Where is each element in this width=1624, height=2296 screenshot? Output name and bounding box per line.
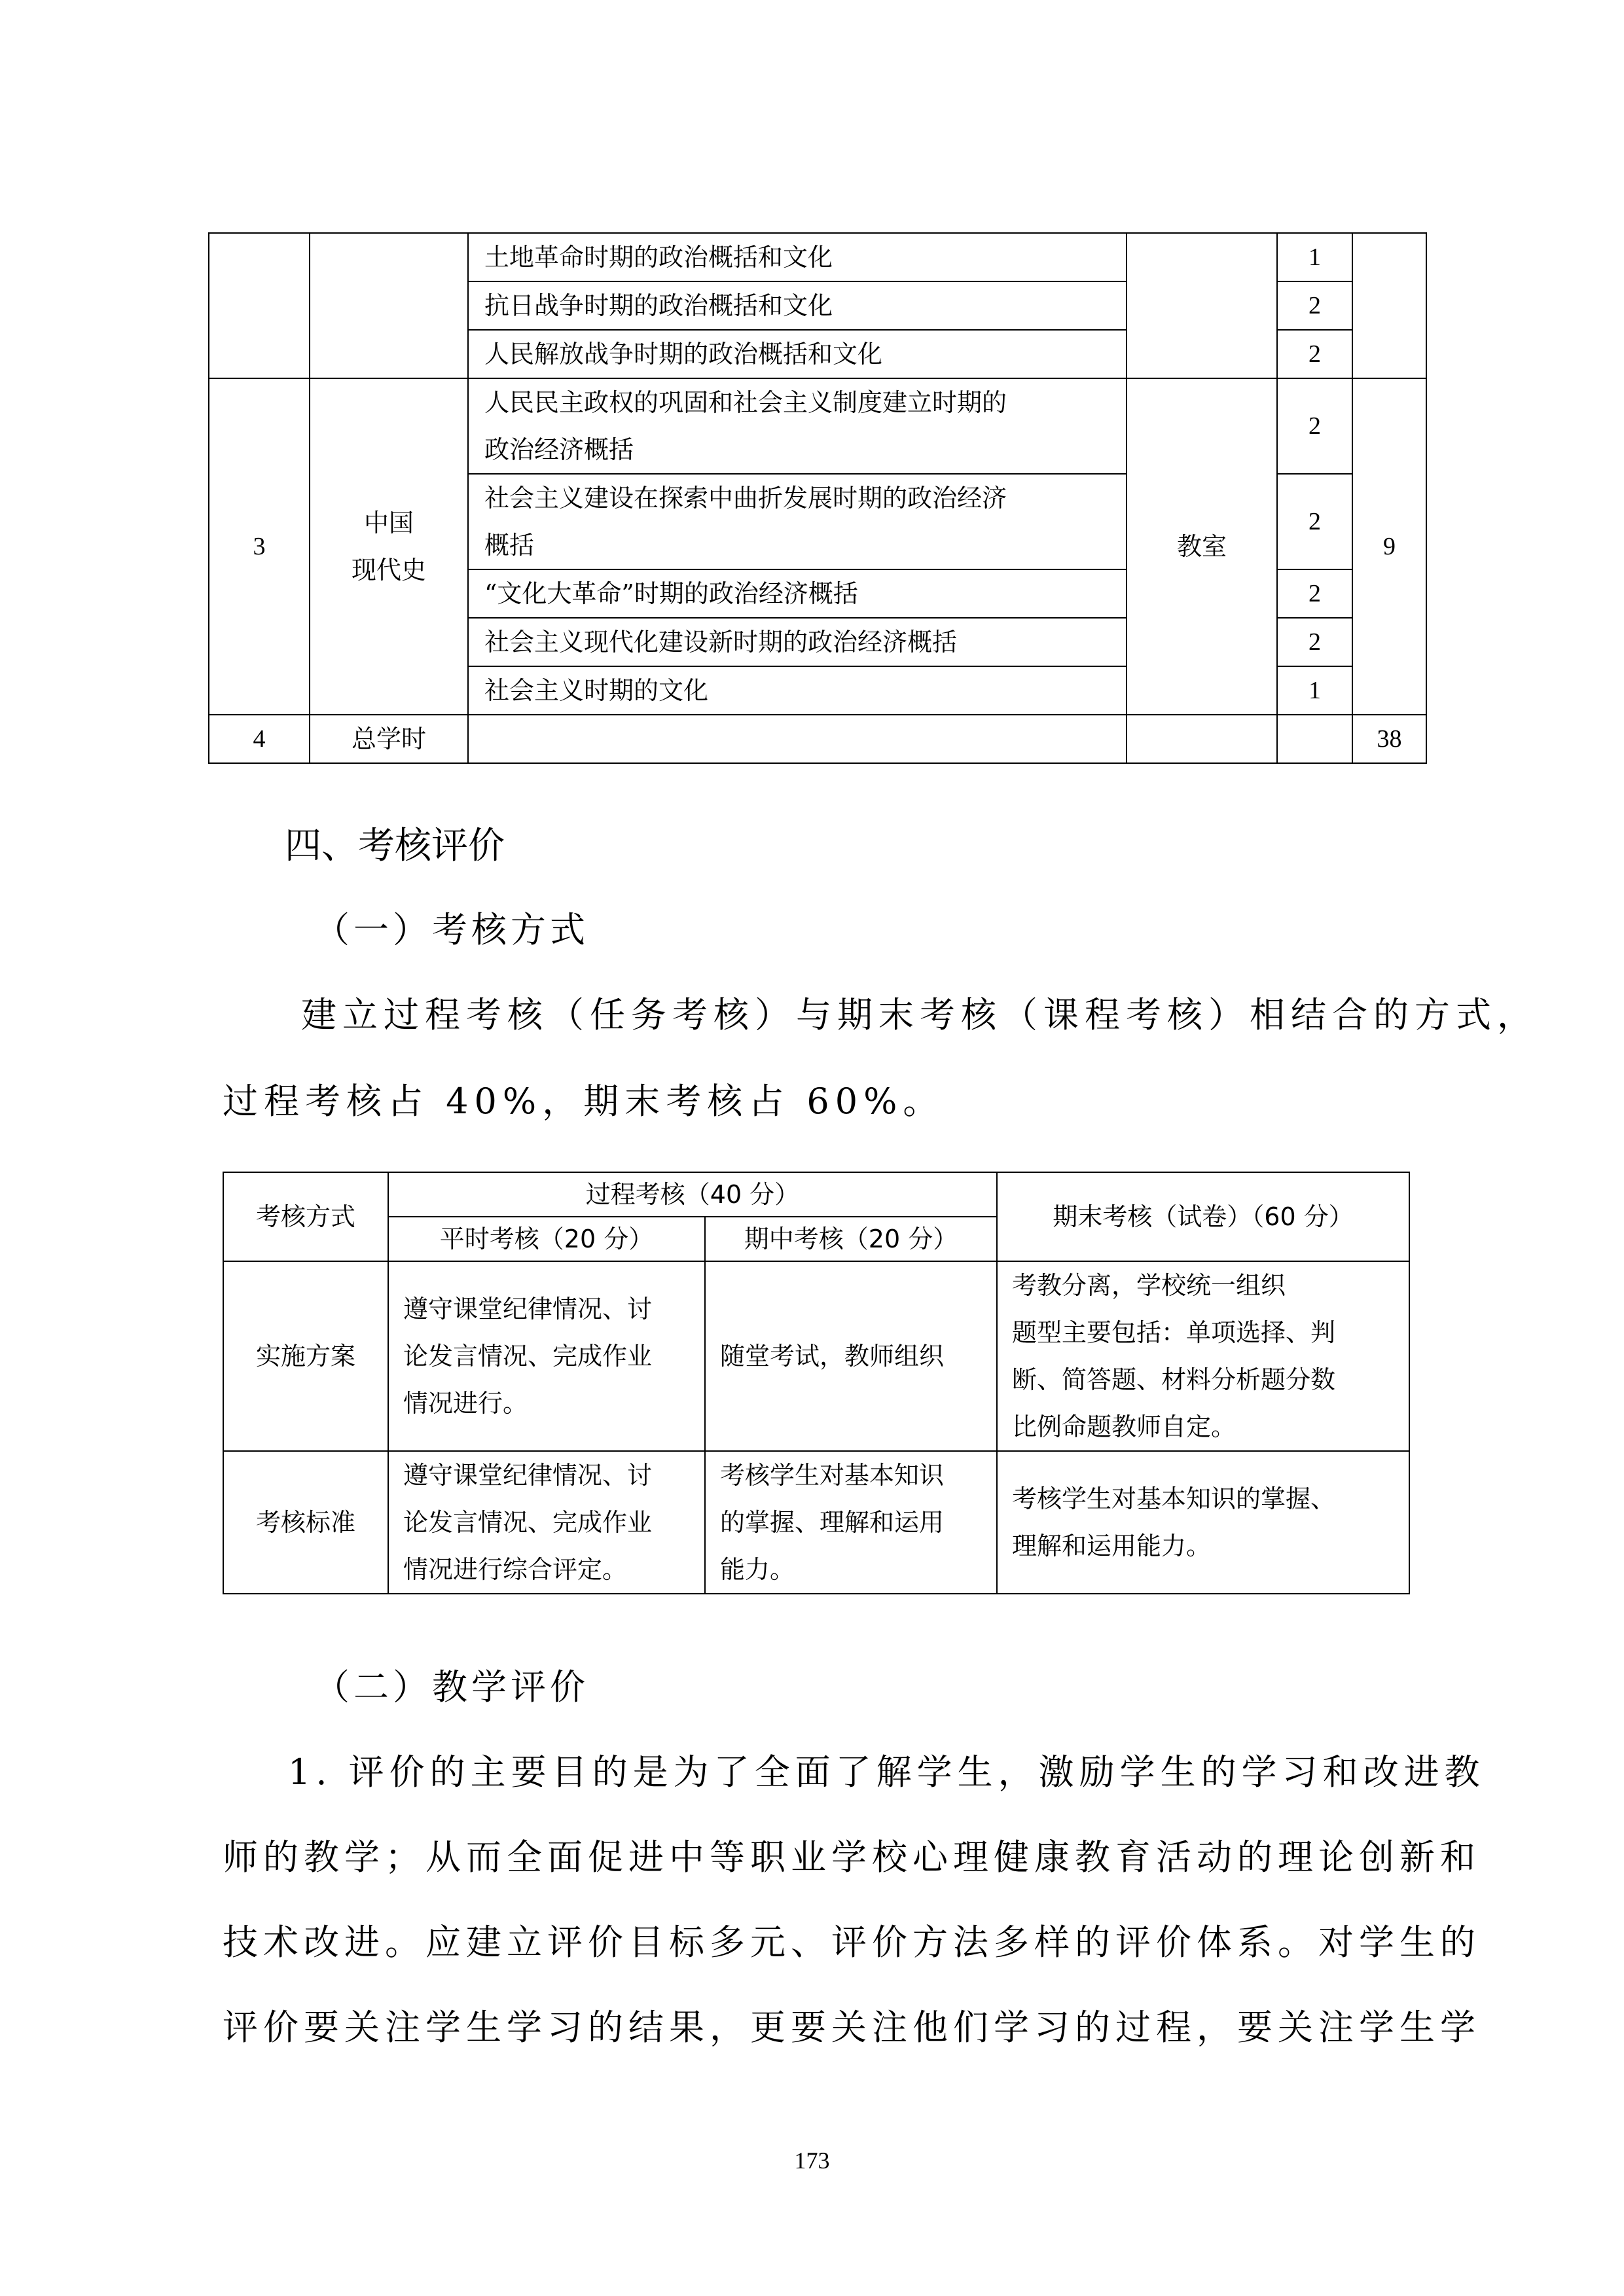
content-cell: “文化大革命”时期的政治经济概括 [468,569,1127,618]
header-final: 期末考核（试卷）（60 分） [997,1172,1409,1261]
final-cell [997,1451,1409,1594]
header-midterm: 期中考核（20 分） [705,1217,997,1261]
content-line: 政治经济概括 [484,435,634,464]
content-cell [468,378,1127,474]
cell-empty [1127,715,1277,763]
cell-empty [468,715,1127,763]
content-cell: 人民解放战争时期的政治概括和文化 [468,330,1127,378]
cell-no-empty [209,233,310,378]
header-process: 过程考核（40 分） [388,1172,997,1217]
cell-line: 情况进行。 [403,1389,528,1418]
table-row [209,233,1426,281]
header-method: 考核方式 [223,1172,388,1261]
hours-cell: 2 [1277,569,1352,618]
cell-line: 比例命题教师自定。 [1012,1412,1236,1441]
daily-cell [388,1451,705,1594]
cell-line: 理解和运用能力。 [1012,1532,1212,1560]
paragraph-line: 1. 评价的主要目的是为了全面了解学生，激励学生的学习和改进教 [288,1751,1485,1793]
row-label: 实施方案 [223,1261,388,1451]
cell-line: 随堂考试，教师组织 [720,1342,945,1371]
content-line: 社会主义建设在探索中曲折发展时期的政治经济 [484,484,1007,512]
midterm-cell [705,1451,997,1594]
paragraph-line: 建立过程考核（任务考核）与期末考核（课程考核）相结合的方式， [301,994,1538,1035]
unit-total-hours: 9 [1352,378,1426,715]
unit-name [310,378,468,715]
unit-name-line1: 中国 [363,509,414,537]
cell-line: 论发言情况、完成作业 [403,1508,653,1537]
table-row [223,1451,1409,1594]
midterm-cell [705,1261,997,1451]
page-number: 173 [794,2147,830,2174]
assessment-table [223,1172,1410,1594]
cell-line: 的掌握、理解和运用 [720,1508,945,1537]
cell-line: 断、简答题、材料分析题分数 [1012,1365,1336,1394]
place-cell: 教室 [1127,378,1277,715]
cell-line: 考核学生对基本知识的掌握、 [1012,1484,1336,1513]
paragraph-line: 过程考核占 40%，期末考核占 60%。 [223,1081,945,1122]
hours-cell: 2 [1277,618,1352,666]
hours-cell: 2 [1277,281,1352,330]
cell-line: 论发言情况、完成作业 [403,1342,653,1371]
header-daily: 平时考核（20 分） [388,1217,705,1261]
content-cell: 抗日战争时期的政治概括和文化 [468,281,1127,330]
content-cell [468,474,1127,569]
total-row-number: 4 [209,715,310,763]
unit-number: 3 [209,378,310,715]
content-line: 概括 [484,531,535,560]
hours-cell: 2 [1277,330,1352,378]
row-label: 考核标准 [223,1451,388,1594]
content-cell: 社会主义现代化建设新时期的政治经济概括 [468,618,1127,666]
total-row-label: 总学时 [310,715,468,763]
cell-line: 遵守课堂纪律情况、讨 [403,1295,653,1323]
cell-line: 考教分离，学校统一组织 [1012,1271,1286,1300]
table-row [209,378,1426,474]
schedule-table [208,232,1427,764]
hours-cell: 1 [1277,666,1352,715]
cell-total-empty [1352,233,1426,378]
paragraph-line: 师的教学；从而全面促进中等职业学校心理健康教育活动的理论创新和 [223,1837,1481,1878]
unit-name-line2: 现代史 [351,556,426,584]
cell-line: 情况进行综合评定。 [403,1555,628,1584]
cell-line: 考核学生对基本知识 [720,1461,945,1490]
cell-empty [1277,715,1352,763]
cell-line: 能力。 [720,1555,795,1584]
content-cell: 社会主义时期的文化 [468,666,1127,715]
content-line: 人民民主政权的巩固和社会主义制度建立时期的 [484,388,1007,417]
cell-line: 遵守课堂纪律情况、讨 [403,1461,653,1490]
table-header-row [223,1172,1409,1217]
cell-place-empty [1127,233,1277,378]
cell-unit-empty [310,233,468,378]
content-cell: 土地革命时期的政治概括和文化 [468,233,1127,281]
table-row [223,1261,1409,1451]
table-row [209,715,1426,763]
paragraph-line: 技术改进。应建立评价目标多元、评价方法多样的评价体系。对学生的 [223,1922,1481,1963]
cell-line: 题型主要包括：单项选择、判 [1012,1318,1336,1347]
hours-cell: 1 [1277,233,1352,281]
final-cell [997,1261,1409,1451]
total-hours: 38 [1352,715,1426,763]
daily-cell [388,1261,705,1451]
subsection-heading: （一）考核方式 [314,909,589,950]
paragraph-line: 评价要关注学生学习的结果，更要关注他们学习的过程，要关注学生学 [223,2007,1481,2048]
hours-cell: 2 [1277,474,1352,569]
section-heading: 四、考核评价 [285,825,505,867]
subsection-heading: （二）教学评价 [314,1666,589,1708]
hours-cell: 2 [1277,378,1352,474]
